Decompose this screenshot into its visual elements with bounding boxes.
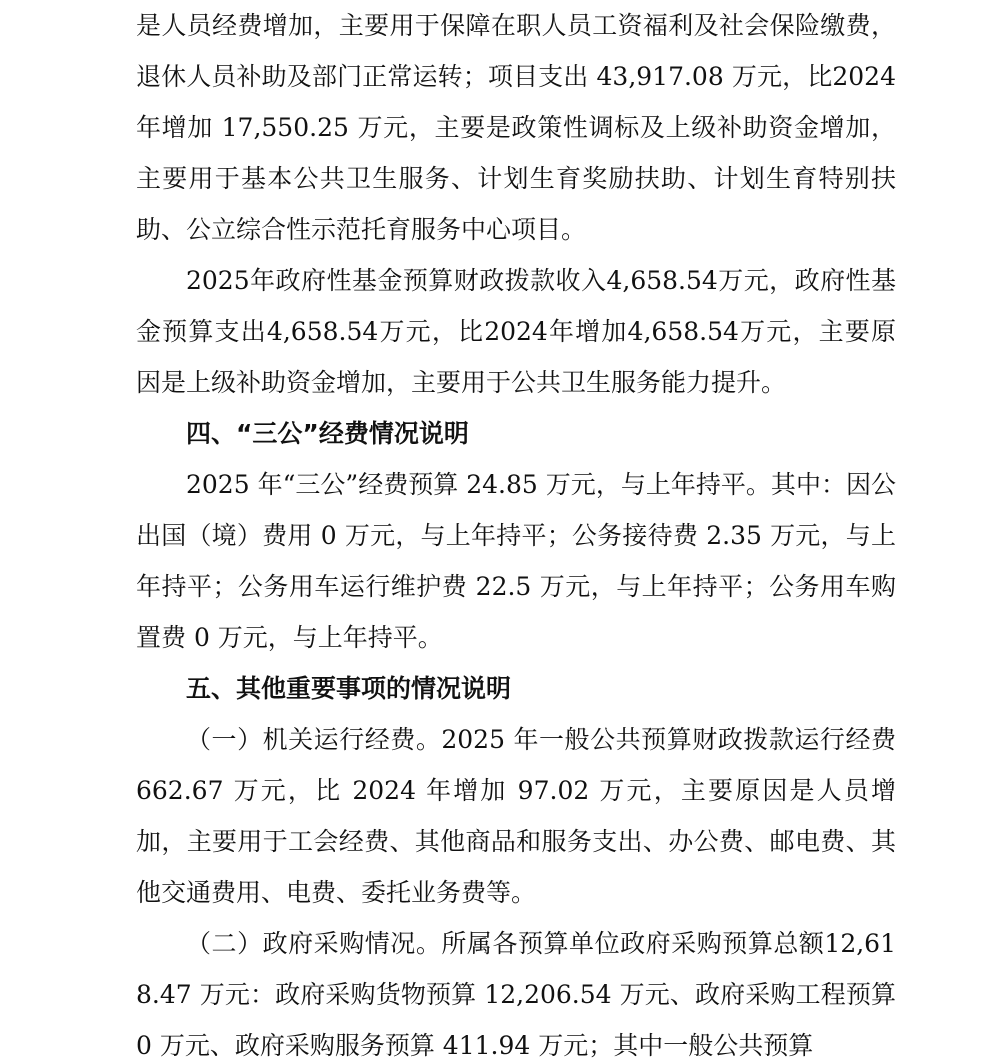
section-heading-other-matters: 五、其他重要事项的情况说明 [186,674,512,703]
paragraph-three-public-expenses: 2025 年“三公”经费预算 24.85 万元，与上年持平。其中：因公出国（境）费用 0 万元，与上年持平；公务接待费 2.35 万元，与上年持平；公务用车运行维护费 22.5 万元，与上年持平；公务用车购置费 0 万元，与上年持平。 [136,470,896,652]
document-body [136,0,896,1059]
paragraph-government-fund-budget: 2025年政府性基金预算财政拨款收入4,658.54万元，政府性基金预算支出4,658.54万元，比2024年增加4,658.54万元，主要原因是上级补助资金增加，主要用于公共卫生服务能力提升。 [136,266,896,397]
paragraph-government-procurement: （二）政府采购情况。所属各预算单位政府采购预算总额12,618.47 万元：政府采购货物预算 12,206.54 万元、政府采购工程预算 0 万元、政府采购服务预算 411.94 万元；其中一般公共预算 [136,929,896,1059]
section-heading-three-public-expenses: 四、“三公”经费情况说明 [186,419,469,448]
paragraph-agency-operating-expenses: （一）机关运行经费。2025 年一般公共预算财政拨款运行经费 662.67 万元，比 2024 年增加 97.02 万元，主要原因是人员增加，主要用于工会经费、其他商品和服务支出、办公费、邮电费、其他交通费用、电费、委托业务费等。 [136,725,896,907]
paragraph-personnel-and-project-expenses: 是人员经费增加，主要用于保障在职人员工资福利及社会保险缴费，退休人员补助及部门正常运转；项目支出 43,917.08 万元，比2024 年增加 17,550.25 万元，主要是政策性调标及上级补助资金增加，主要用于基本公共卫生服务、计划生育奖励扶助、计划生育特别扶助、公立综合性示范托育服务中心项目。 [136,11,896,244]
